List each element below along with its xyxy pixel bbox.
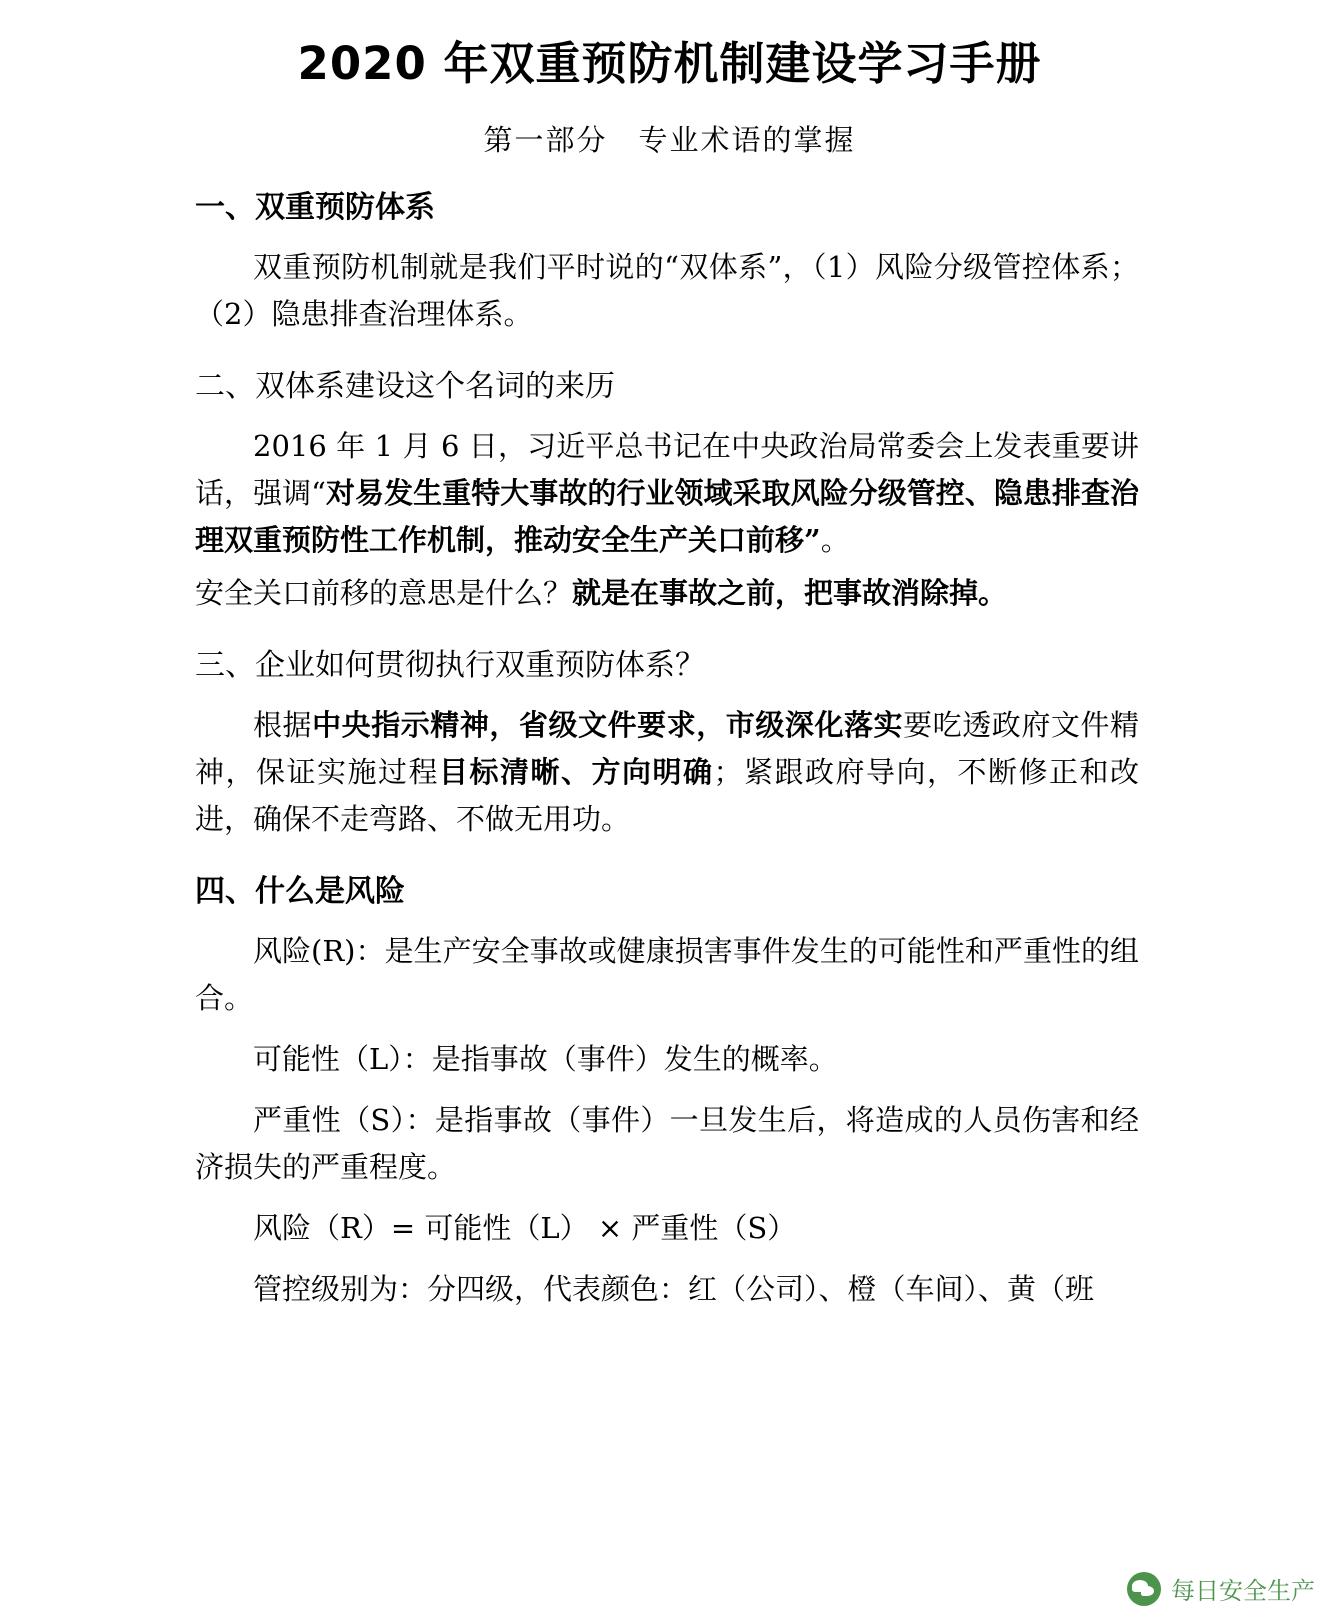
section-heading-4: 四、什么是风险	[195, 873, 405, 909]
paragraph-2-2-answer: 就是在事故之前，把事故消除掉。	[572, 576, 1008, 611]
watermark-label: 每日安全生产	[1171, 1577, 1315, 1605]
document-body	[0, 185, 1339, 1313]
section-heading-1: 一、双重预防体系	[195, 190, 435, 226]
paragraph-2-1-emphasis: 对易发生重特大事故的行业领域采取风险分级管控、隐患排查治理双重预防性工作机制，推动安全生产关口前移”	[195, 476, 1139, 558]
paragraph-3-1-b: 中央指示精神，省级文件要求，市级深化落实	[312, 708, 904, 743]
paragraph-4-1: 风险(R)：是生产安全事故或健康损害事件发生的可能性和严重性的组合。	[195, 933, 1139, 1015]
paragraph-3-1-a: 根据	[253, 708, 313, 743]
paragraph-2-1-text: 2016 年 1 月 6 日，习近平总书记在中央政治局常委会上发表重要讲话，强调“	[195, 429, 1139, 511]
paragraph-4-5: 管控级别为：分四级，代表颜色：红（公司）、橙（车间）、黄（班	[253, 1271, 1095, 1306]
wechat-icon	[1127, 1572, 1161, 1606]
paragraph-2-1-tail: 。	[820, 523, 850, 558]
paragraph-4-3: 严重性（S）：是指事故（事件）一旦发生后，将造成的人员伤害和经济损失的严重程度。	[195, 1102, 1139, 1184]
paragraph-2-2	[195, 570, 1139, 617]
paragraph-3-1	[195, 702, 1139, 843]
paragraph-4-2: 可能性（L）：是指事故（事件）发生的概率。	[253, 1041, 838, 1076]
section-heading-2: 二、双体系建设这个名词的来历	[195, 369, 615, 405]
document-page	[0, 36, 1339, 1620]
watermark	[1127, 1571, 1315, 1606]
section-heading-3: 三、企业如何贯彻执行双重预防体系？	[195, 648, 705, 684]
paragraph-4-4: 风险（R）= 可能性（L） × 严重性（S）	[253, 1210, 797, 1245]
paragraph-3-1-e: ；紧跟政府导向，不断修正和改进，确保不走弯路、不做无用功。	[195, 755, 1139, 836]
paragraph-2-1	[195, 423, 1139, 564]
paragraph-3-1-c: 要吃透政府文件精神，保证实施过程	[195, 708, 1139, 790]
paragraph-3-1-d: 目标清晰、方向明确	[439, 755, 714, 790]
paragraph-2-2-question: 安全关口前移的意思是什么？	[195, 576, 573, 611]
document-subtitle: 第一部分 专业术语的掌握	[483, 123, 856, 158]
page-title: 2020 年双重预防机制建设学习手册	[297, 37, 1042, 90]
paragraph-1-1: 双重预防机制就是我们平时说的“双体系”，（1）风险分级管控体系；（2）隐患排查治理体系。	[195, 250, 1139, 332]
